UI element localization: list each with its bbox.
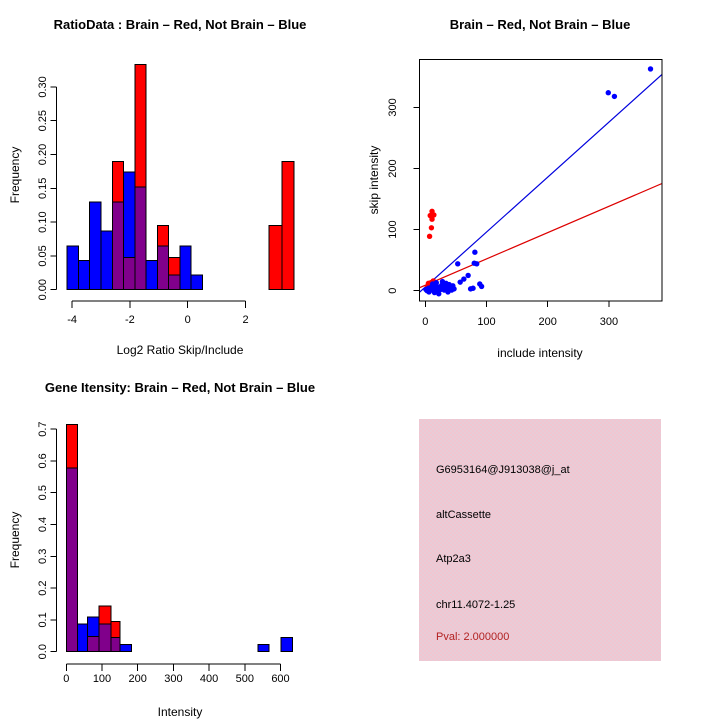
hist-bar-segment bbox=[191, 275, 202, 290]
data-point bbox=[472, 250, 477, 255]
ratio-histogram-plot bbox=[0, 0, 360, 360]
x-tick-label: 100 bbox=[477, 316, 496, 328]
gene-histogram-x-axis-label: Intensity bbox=[157, 705, 203, 719]
data-point bbox=[470, 286, 475, 291]
x-axis bbox=[67, 301, 248, 326]
hist-bar-segment bbox=[135, 187, 146, 290]
y-tick-label: 0.15 bbox=[37, 177, 49, 200]
ratio-histogram-y-axis-label: Frequency bbox=[8, 146, 22, 204]
scatter-y-axis-label: skip intensity bbox=[367, 145, 381, 215]
pval-text: Pval: 2.000000 bbox=[436, 631, 510, 643]
y-tick-label: 0.2 bbox=[37, 580, 49, 596]
data-point bbox=[443, 281, 448, 286]
panel-gene-intensity-histogram bbox=[0, 360, 360, 720]
panel-gene-info bbox=[360, 360, 720, 720]
x-tick-label: 300 bbox=[599, 316, 619, 328]
x-tick-label: 200 bbox=[128, 673, 147, 685]
scatter-plot bbox=[360, 0, 720, 360]
ratio-histogram-title: RatioData : Brain – Red, Not Brain – Blue bbox=[53, 17, 307, 32]
x-tick-label: 0 bbox=[422, 316, 429, 328]
hist-bar-segment bbox=[112, 161, 123, 202]
hist-bar-segment bbox=[180, 246, 191, 290]
x-tick-label: 200 bbox=[538, 316, 557, 328]
y-tick-label: 0.1 bbox=[37, 612, 49, 628]
hist-bar-segment bbox=[111, 621, 120, 637]
y-tick-label: 0.20 bbox=[37, 143, 49, 166]
histogram-bars bbox=[67, 65, 294, 290]
hist-bar-segment bbox=[66, 468, 77, 652]
x-axis bbox=[63, 664, 289, 685]
hist-bar-segment bbox=[88, 617, 99, 636]
x-tick-label: 300 bbox=[164, 673, 183, 685]
gene-histogram-title: Gene Itensity: Brain – Red, Not Brain – Blue bbox=[44, 380, 316, 395]
data-point bbox=[430, 281, 435, 286]
data-point bbox=[429, 225, 434, 230]
x-tick-label: -4 bbox=[67, 314, 77, 326]
data-point bbox=[612, 94, 617, 99]
data-point bbox=[461, 276, 466, 281]
event-type-text: altCassette bbox=[436, 509, 492, 521]
x-tick-label: 400 bbox=[199, 673, 219, 685]
y-tick-label: 0.00 bbox=[37, 278, 49, 301]
scatter-x-axis-label: include intensity bbox=[497, 346, 583, 360]
data-point bbox=[429, 209, 434, 214]
hist-bar-segment bbox=[169, 257, 180, 275]
x-axis bbox=[422, 301, 618, 328]
not-brain-fit-line bbox=[418, 74, 663, 294]
hist-bar-segment bbox=[135, 65, 146, 187]
gene-histogram-plot bbox=[0, 360, 360, 720]
data-point bbox=[455, 261, 460, 266]
y-axis bbox=[37, 421, 57, 659]
x-tick-label: 600 bbox=[271, 673, 290, 685]
x-tick-label: 100 bbox=[92, 673, 112, 685]
y-tick-label: 0.7 bbox=[37, 421, 49, 437]
histogram-bars bbox=[66, 425, 292, 652]
x-tick-label: 500 bbox=[235, 673, 254, 685]
y-tick-label: 0.10 bbox=[37, 211, 49, 233]
y-axis bbox=[37, 76, 57, 300]
hist-bar-segment bbox=[111, 637, 120, 651]
hist-bar-segment bbox=[99, 624, 111, 652]
hist-bar-segment bbox=[169, 275, 180, 290]
hist-bar-segment bbox=[157, 246, 168, 290]
hist-bar-segment bbox=[67, 246, 78, 290]
gene-histogram-y-axis-label: Frequency bbox=[8, 511, 22, 569]
hist-bar-segment bbox=[124, 257, 135, 289]
data-point bbox=[648, 66, 653, 71]
probe-id-text: G6953164@J913038@j_at bbox=[436, 464, 570, 476]
data-point bbox=[465, 273, 470, 278]
hist-bar-segment bbox=[269, 225, 282, 289]
hist-bar-segment bbox=[258, 645, 269, 652]
y-tick-label: 100 bbox=[387, 220, 399, 239]
y-tick-label: 0.6 bbox=[37, 453, 49, 469]
fit-lines bbox=[418, 74, 663, 294]
hist-bar-segment bbox=[101, 231, 112, 290]
hist-bar-segment bbox=[78, 624, 88, 652]
y-tick-label: 0.05 bbox=[37, 245, 49, 267]
y-tick-label: 0.4 bbox=[37, 516, 49, 533]
series-brain bbox=[424, 209, 437, 292]
series-not-brain bbox=[423, 66, 653, 296]
ratio-histogram-x-axis-label: Log2 Ratio Skip/Include bbox=[116, 343, 244, 357]
y-tick-label: 200 bbox=[387, 159, 399, 178]
y-tick-label: 0.30 bbox=[37, 76, 49, 98]
hist-bar-segment bbox=[146, 261, 157, 290]
x-tick-label: 0 bbox=[184, 314, 191, 326]
x-tick-label: 0 bbox=[63, 673, 70, 685]
brain-fit-line bbox=[418, 183, 663, 288]
scatter-title: Brain – Red, Not Brain – Blue bbox=[449, 17, 631, 32]
hist-bar-segment bbox=[112, 202, 123, 290]
y-tick-label: 0.0 bbox=[37, 644, 49, 660]
y-tick-label: 0 bbox=[387, 287, 399, 294]
gene-name-text: Atp2a3 bbox=[436, 553, 471, 565]
data-point bbox=[479, 284, 484, 289]
hist-bar-segment bbox=[66, 425, 77, 468]
data-point bbox=[436, 291, 441, 296]
panel-intensity-scatter bbox=[360, 0, 720, 360]
hist-bar-segment bbox=[90, 202, 101, 290]
y-tick-label: 0.3 bbox=[37, 548, 49, 564]
panel-ratio-histogram bbox=[0, 0, 360, 360]
hist-bar-segment bbox=[157, 225, 168, 245]
hist-bar-segment bbox=[78, 261, 89, 290]
y-tick-label: 0.25 bbox=[37, 109, 49, 132]
y-axis bbox=[387, 98, 419, 294]
y-tick-label: 0.5 bbox=[37, 485, 49, 501]
hist-bar-segment bbox=[282, 161, 294, 289]
hist-bar-segment bbox=[281, 638, 293, 652]
chromosome-location-text: chr11.4072-1.25 bbox=[436, 599, 516, 611]
hist-bar-segment bbox=[88, 636, 99, 651]
data-point bbox=[427, 234, 432, 239]
y-tick-label: 300 bbox=[387, 98, 399, 117]
data-point bbox=[451, 286, 456, 291]
data-point bbox=[474, 261, 479, 266]
data-point bbox=[606, 90, 611, 95]
x-tick-label: 2 bbox=[242, 314, 249, 326]
hist-bar-segment bbox=[99, 606, 111, 624]
gene-info-box bbox=[419, 419, 661, 661]
hist-bar-segment bbox=[120, 645, 132, 652]
hist-bar-segment bbox=[124, 172, 135, 257]
x-tick-label: -2 bbox=[125, 314, 135, 326]
